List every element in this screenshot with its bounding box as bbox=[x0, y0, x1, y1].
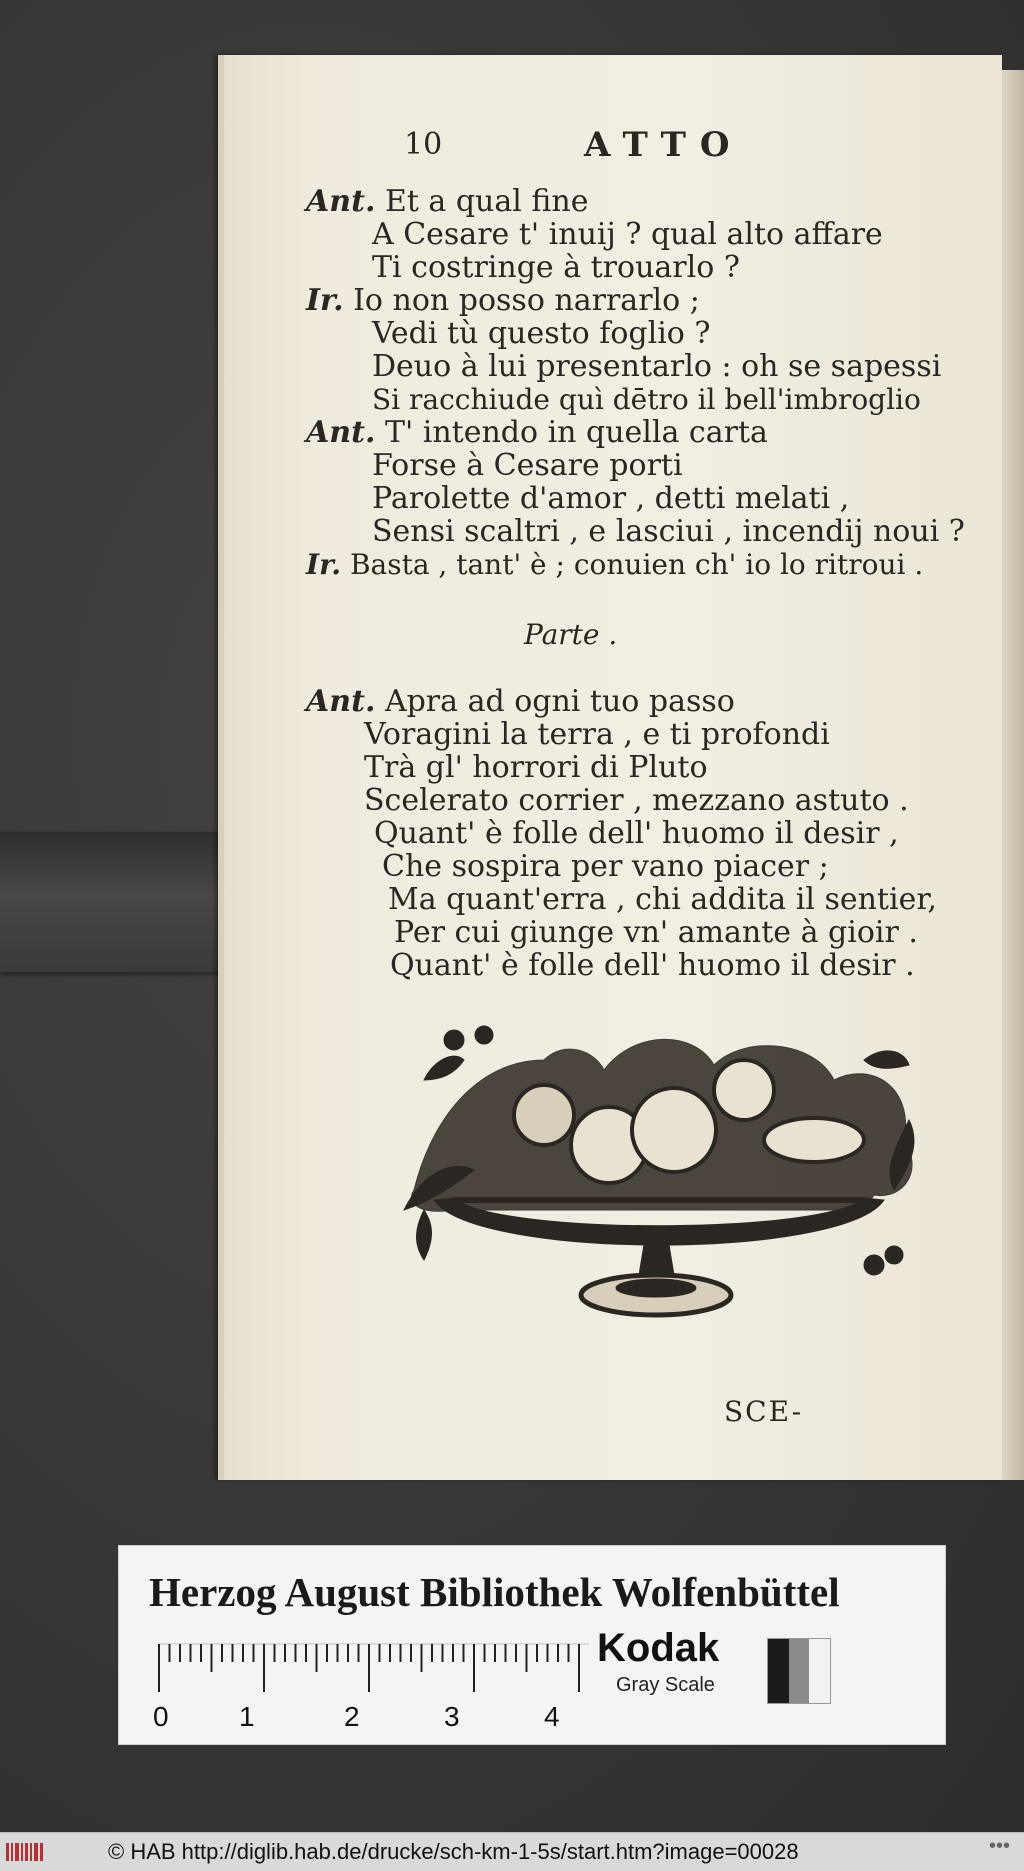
verse-line bbox=[372, 383, 921, 417]
ruler-number: 4 bbox=[544, 1701, 560, 1729]
book-strap bbox=[0, 832, 250, 972]
verse-text: Deuo à lui presentarlo : oh se sapessi bbox=[372, 349, 942, 384]
speaker-label: Ant. bbox=[306, 415, 376, 450]
page-text bbox=[224, 55, 1002, 1480]
verse-text: Ma quant'erra , chi addita il sentier, bbox=[388, 882, 937, 917]
verse-text: Che sospira per vano piacer ; bbox=[382, 849, 829, 884]
ruler-number: 1 bbox=[239, 1701, 255, 1729]
kodak-logo: Kodak bbox=[597, 1626, 720, 1670]
verse-text: Per cui giunge vn' amante à gioir . bbox=[394, 915, 918, 950]
verse-text: Sensi scaltri , e lasciui , incendij noui ? bbox=[372, 514, 965, 549]
verse-text: Vedi tù questo foglio ? bbox=[372, 316, 711, 351]
ruler-number: 3 bbox=[444, 1701, 460, 1729]
library-name: Herzog August Bibliothek Wolfenbüttel bbox=[149, 1569, 840, 1615]
running-header bbox=[224, 125, 1002, 165]
verse-line bbox=[394, 916, 918, 950]
verse-line bbox=[372, 515, 965, 549]
speaker-label: Ant. bbox=[306, 684, 376, 719]
speaker-label: Ant. bbox=[306, 184, 376, 219]
verse-text: Scelerato corrier , mezzano astuto . bbox=[364, 783, 909, 818]
verse-text: Basta , tant' è ; conuien ch' io lo ritroui . bbox=[349, 548, 924, 581]
gray-patch bbox=[809, 1639, 830, 1703]
verse-line bbox=[364, 784, 909, 818]
verse-text: Si racchiude quì dētro il bell'imbroglio bbox=[372, 383, 921, 416]
verse-line bbox=[390, 949, 915, 983]
verse-text: Apra ad ogni tuo passo bbox=[384, 684, 735, 719]
gray-patches bbox=[767, 1638, 831, 1704]
stage-direction: Parte . bbox=[524, 618, 618, 651]
footer-bar bbox=[0, 1832, 1024, 1871]
verse-line bbox=[372, 482, 849, 516]
verse-line bbox=[364, 751, 708, 785]
verse-line bbox=[388, 883, 937, 917]
gray-patch bbox=[768, 1639, 789, 1703]
verse-line bbox=[306, 284, 700, 318]
gray-patch bbox=[789, 1639, 810, 1703]
verse-line bbox=[306, 416, 768, 450]
running-title: ATTO bbox=[584, 125, 744, 165]
verse-text: Forse à Cesare porti bbox=[372, 448, 683, 483]
verse-line bbox=[306, 185, 588, 219]
source-url[interactable]: © HAB http://diglib.hab.de/drucke/sch-km-1-5s/start.htm?image=00028 bbox=[108, 1839, 799, 1864]
verse-text: Parolette d'amor , detti melati , bbox=[372, 481, 850, 516]
verse-text: Quant' è folle dell' huomo il desir . bbox=[390, 948, 915, 983]
verse-line bbox=[306, 548, 923, 582]
verse-text: Trà gl' horrori di Pluto bbox=[364, 750, 708, 785]
color-target-card bbox=[118, 1545, 946, 1745]
measurement-ruler bbox=[149, 1634, 589, 1729]
verse-text: Ti costringe à trouarlo ? bbox=[372, 250, 740, 285]
verse-line bbox=[372, 449, 683, 483]
book-page bbox=[218, 55, 1002, 1480]
verse-line bbox=[382, 850, 829, 884]
ruler-number: 0 bbox=[153, 1701, 169, 1729]
verse-text: Io non posso narrarlo ; bbox=[353, 283, 700, 318]
verse-line bbox=[372, 317, 710, 351]
page-number: 10 bbox=[404, 127, 443, 162]
verse-line bbox=[372, 218, 883, 252]
verse-line bbox=[372, 251, 740, 285]
verse-text: A Cesare t' inuij ? qual alto affare bbox=[372, 217, 883, 252]
verse-text: Et a qual fine bbox=[384, 184, 589, 219]
verse-line bbox=[306, 685, 735, 719]
speaker-label: Ir. bbox=[306, 283, 344, 318]
verse-text: Quant' è folle dell' huomo il desir , bbox=[374, 816, 899, 851]
fruit-bowl-ornament bbox=[394, 1020, 924, 1320]
gray-scale-label: Gray Scale bbox=[616, 1674, 715, 1696]
speaker-label: Ir. bbox=[306, 548, 342, 581]
verse-line bbox=[374, 817, 899, 851]
verse-text: Voragini la terra , e ti profondi bbox=[364, 717, 830, 752]
verse-line bbox=[364, 718, 830, 752]
barcode-icon bbox=[6, 1841, 46, 1863]
verse-line bbox=[372, 350, 941, 384]
catchword: SCE- bbox=[724, 1395, 804, 1428]
ruler-number: 2 bbox=[344, 1701, 360, 1729]
more-icon[interactable]: ••• bbox=[988, 1835, 1010, 1857]
verse-text: T' intendo in quella carta bbox=[384, 415, 768, 450]
